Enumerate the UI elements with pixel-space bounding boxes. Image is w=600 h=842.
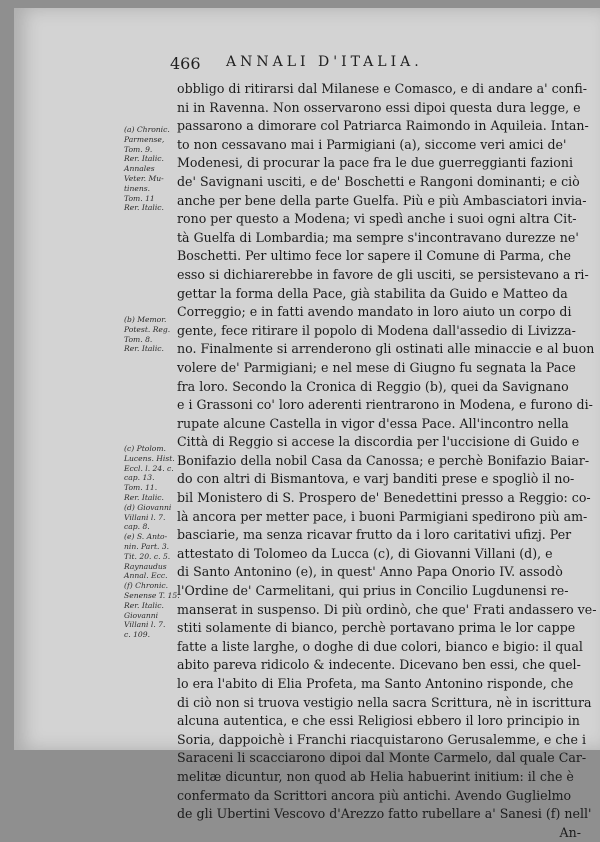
margin-note-line: Tom. 8. [124,334,153,344]
text-line: passarono a dimorare col Patriarca Raimondo in Aquileia. Intan- [177,118,589,134]
margin-note-line: Tom. 9. [124,144,153,154]
margin-note-line: Rer. Italic. [124,203,164,213]
text-line: abito pareva ridicolo & indecente. Dicevano ben essi, che quel- [177,657,581,673]
text-line: de gli Ubertini Vescovo d'Arezzo fatto rubellare a' Sanesi (f) nell' [177,806,592,822]
text-line: l'Ordine de' Carmelitani, qui prius in Concilio Lugdunensi re- [177,583,569,599]
margin-note-line: (c) Ptolom. [124,444,166,453]
text-line: Saraceni li scacciarono dipoi dal Monte Carmelo, dal quale Car- [177,750,587,766]
margin-note-line: (e) S. Anto- [124,532,168,542]
text-line: alcuna autentica, e che essi Religiosi ebbero il loro principio in [177,713,580,729]
main-text [177,80,597,842]
margin-note-line: (d) Giovanni [124,502,172,512]
text-line: no. Finalmente si arrenderono gli ostinati alle minaccie e al buon [177,341,595,357]
page-number: 466 [170,54,201,73]
margin-note-line: Parmense, [124,134,165,144]
text-line: do con altri di Bismantova, e varj banditi prese e spogliò il no- [177,471,575,487]
text-line: confermato da Scrittori ancora più antichi. Avendo Guglielmo [177,787,572,803]
margin-note-line: cap. 8. [124,522,150,532]
margin-note-line: cap. 13. [124,473,155,483]
text-line: bil Monistero di S. Prospero de' Benedettini presso a Reggio: co- [177,490,591,506]
margin-note-b [124,315,180,354]
text-line: An- [559,824,581,840]
text-line: melitæ dicuntur, non quod ab Helia habuerint initium: il che è [177,768,574,784]
text-line: ni in Ravenna. Non osservarono essi dipoi questa dura legge, e [177,99,581,115]
text-line: rono per questo a Modena; vi spedì anche i suoi ogni altra Cit- [177,211,577,227]
margin-note-line: Lucens. Hist. [124,453,175,463]
text-line: Bonifazio della nobil Casa da Canossa; e perchè Bonifazio Baiar- [177,452,590,468]
margin-note-line: Tom. 11. [124,483,158,493]
margin-note-line: Rer. Italic. [124,600,164,610]
text-line: là ancora per metter pace, i buoni Parmigiani spedirono più am- [177,508,588,524]
text-line: attestato di Tolomeo da Lucca (c), di Giovanni Villani (d), e [177,545,553,561]
margin-note-line: Rer. Italic. [124,492,164,502]
text-line: Soria, dappoichè i Franchi riacquistarono Gerusalemme, e che i [177,731,586,747]
text-line: e i Grassoni co' loro aderenti rientrarono in Modena, e furono di- [177,397,593,413]
margin-note-line: (b) Memor. [124,315,167,324]
text-line: Boschetti. Per ultimo fece lor sapere il Comune di Parma, che [177,248,571,264]
margin-note-line: Villani l. 7. [124,512,166,522]
text-line: di ciò non si truova vestigio nella sacra Scrittura, nè in iscrittura [177,694,592,710]
text-line: manserat in suspenso. Di più ordinò, che que' Frati andassero ve- [177,601,597,617]
margin-note-line: Senense T. 15. [124,590,180,600]
book-page [14,8,600,840]
margin-note-line: Veter. Mu- [124,173,164,183]
margin-note-line: Eccl. l. 24. c. [124,463,174,473]
text-line: gettar la forma della Pace, già stabilita da Guido e Matteo da [177,285,568,301]
text-line: obbligo di ritirarsi dal Milanese e Comasco, e di andare a' confi- [177,81,588,96]
margin-note-line: Raynaudus [124,561,167,571]
margin-note-line: Annales [124,164,155,174]
text-line: anche per bene della parte Guelfa. Più e più Ambasciatori invia- [177,192,587,208]
running-title: ANNALI D'ITALIA. [226,54,423,70]
margin-note-c-f [124,444,180,640]
margin-note-line: Rer. Italic. [124,344,164,354]
text-line: Correggio; e in fatti avendo mandato in loro aiuto un corpo di [177,304,572,320]
margin-note-line: (f) Chronic. [124,581,169,591]
text-line: rupate alcune Castella in vigor d'essa Pace. All'incontro nella [177,415,569,431]
text-line: basciarie, ma senza ricavar frutto da i loro caritativi ufizj. Per [177,527,572,543]
text-line: stiti solamente di bianco, perchè portavano prima le lor cappe [177,620,576,636]
text-line: gente, fece ritirare il popolo di Modena dall'assedio di Livizza- [177,322,576,338]
margin-note-line: nin. Part. 3. [124,541,170,551]
text-line: fra loro. Secondo la Cronica di Reggio (b), quei da Savignano [177,378,569,394]
margin-note-a [124,125,180,213]
text-line: fatte a liste larghe, o doghe di due colori, bianco e bigio: il qual [177,638,583,654]
margin-note-line: Villani l. 7. [124,620,166,630]
margin-note-line: tinens. [124,183,151,193]
margin-note-line: Rer. Italic. [124,154,164,164]
text-line: volere de' Parmigiani; e nel mese di Giugno fu segnata la Pace [177,359,576,375]
margin-note-line: c. 109. [124,630,150,640]
text-line: di Santo Antonino (e), in quest' Anno Papa Onorio IV. assodò [177,564,563,580]
margin-note-line: Tom. 11 [124,193,155,203]
margin-note-line: (a) Chronic. [124,125,170,134]
margin-note-line: Tit. 20. c. 5. [124,551,171,561]
text-line: lo era l'abito di Elia Profeta, ma Santo Antonino risponde, che [177,676,574,691]
text-line: Città di Reggio si accese la discordia per l'uccisione di Guido e [177,434,580,450]
margin-note-line: Annal. Ecc. [124,571,168,581]
text-line: de' Savignani usciti, e de' Boschetti e Rangoni dominanti; e ciò [177,173,580,189]
text-line: tà Guelfa di Lombardia; ma sempre s'incontravano durezze ne' [177,229,579,245]
text-line: Modenesi, di procurar la pace fra le due guerreggianti fazioni [177,155,573,171]
margin-note-line: Giovanni [124,610,159,620]
text-line: esso si dichiarerebbe in favore de gli usciti, se persistevano a ri- [177,266,589,282]
margin-note-line: Potest. Reg. [124,324,171,334]
text-line: to non cessavano mai i Parmigiani (a), siccome veri amici de' [177,136,567,152]
